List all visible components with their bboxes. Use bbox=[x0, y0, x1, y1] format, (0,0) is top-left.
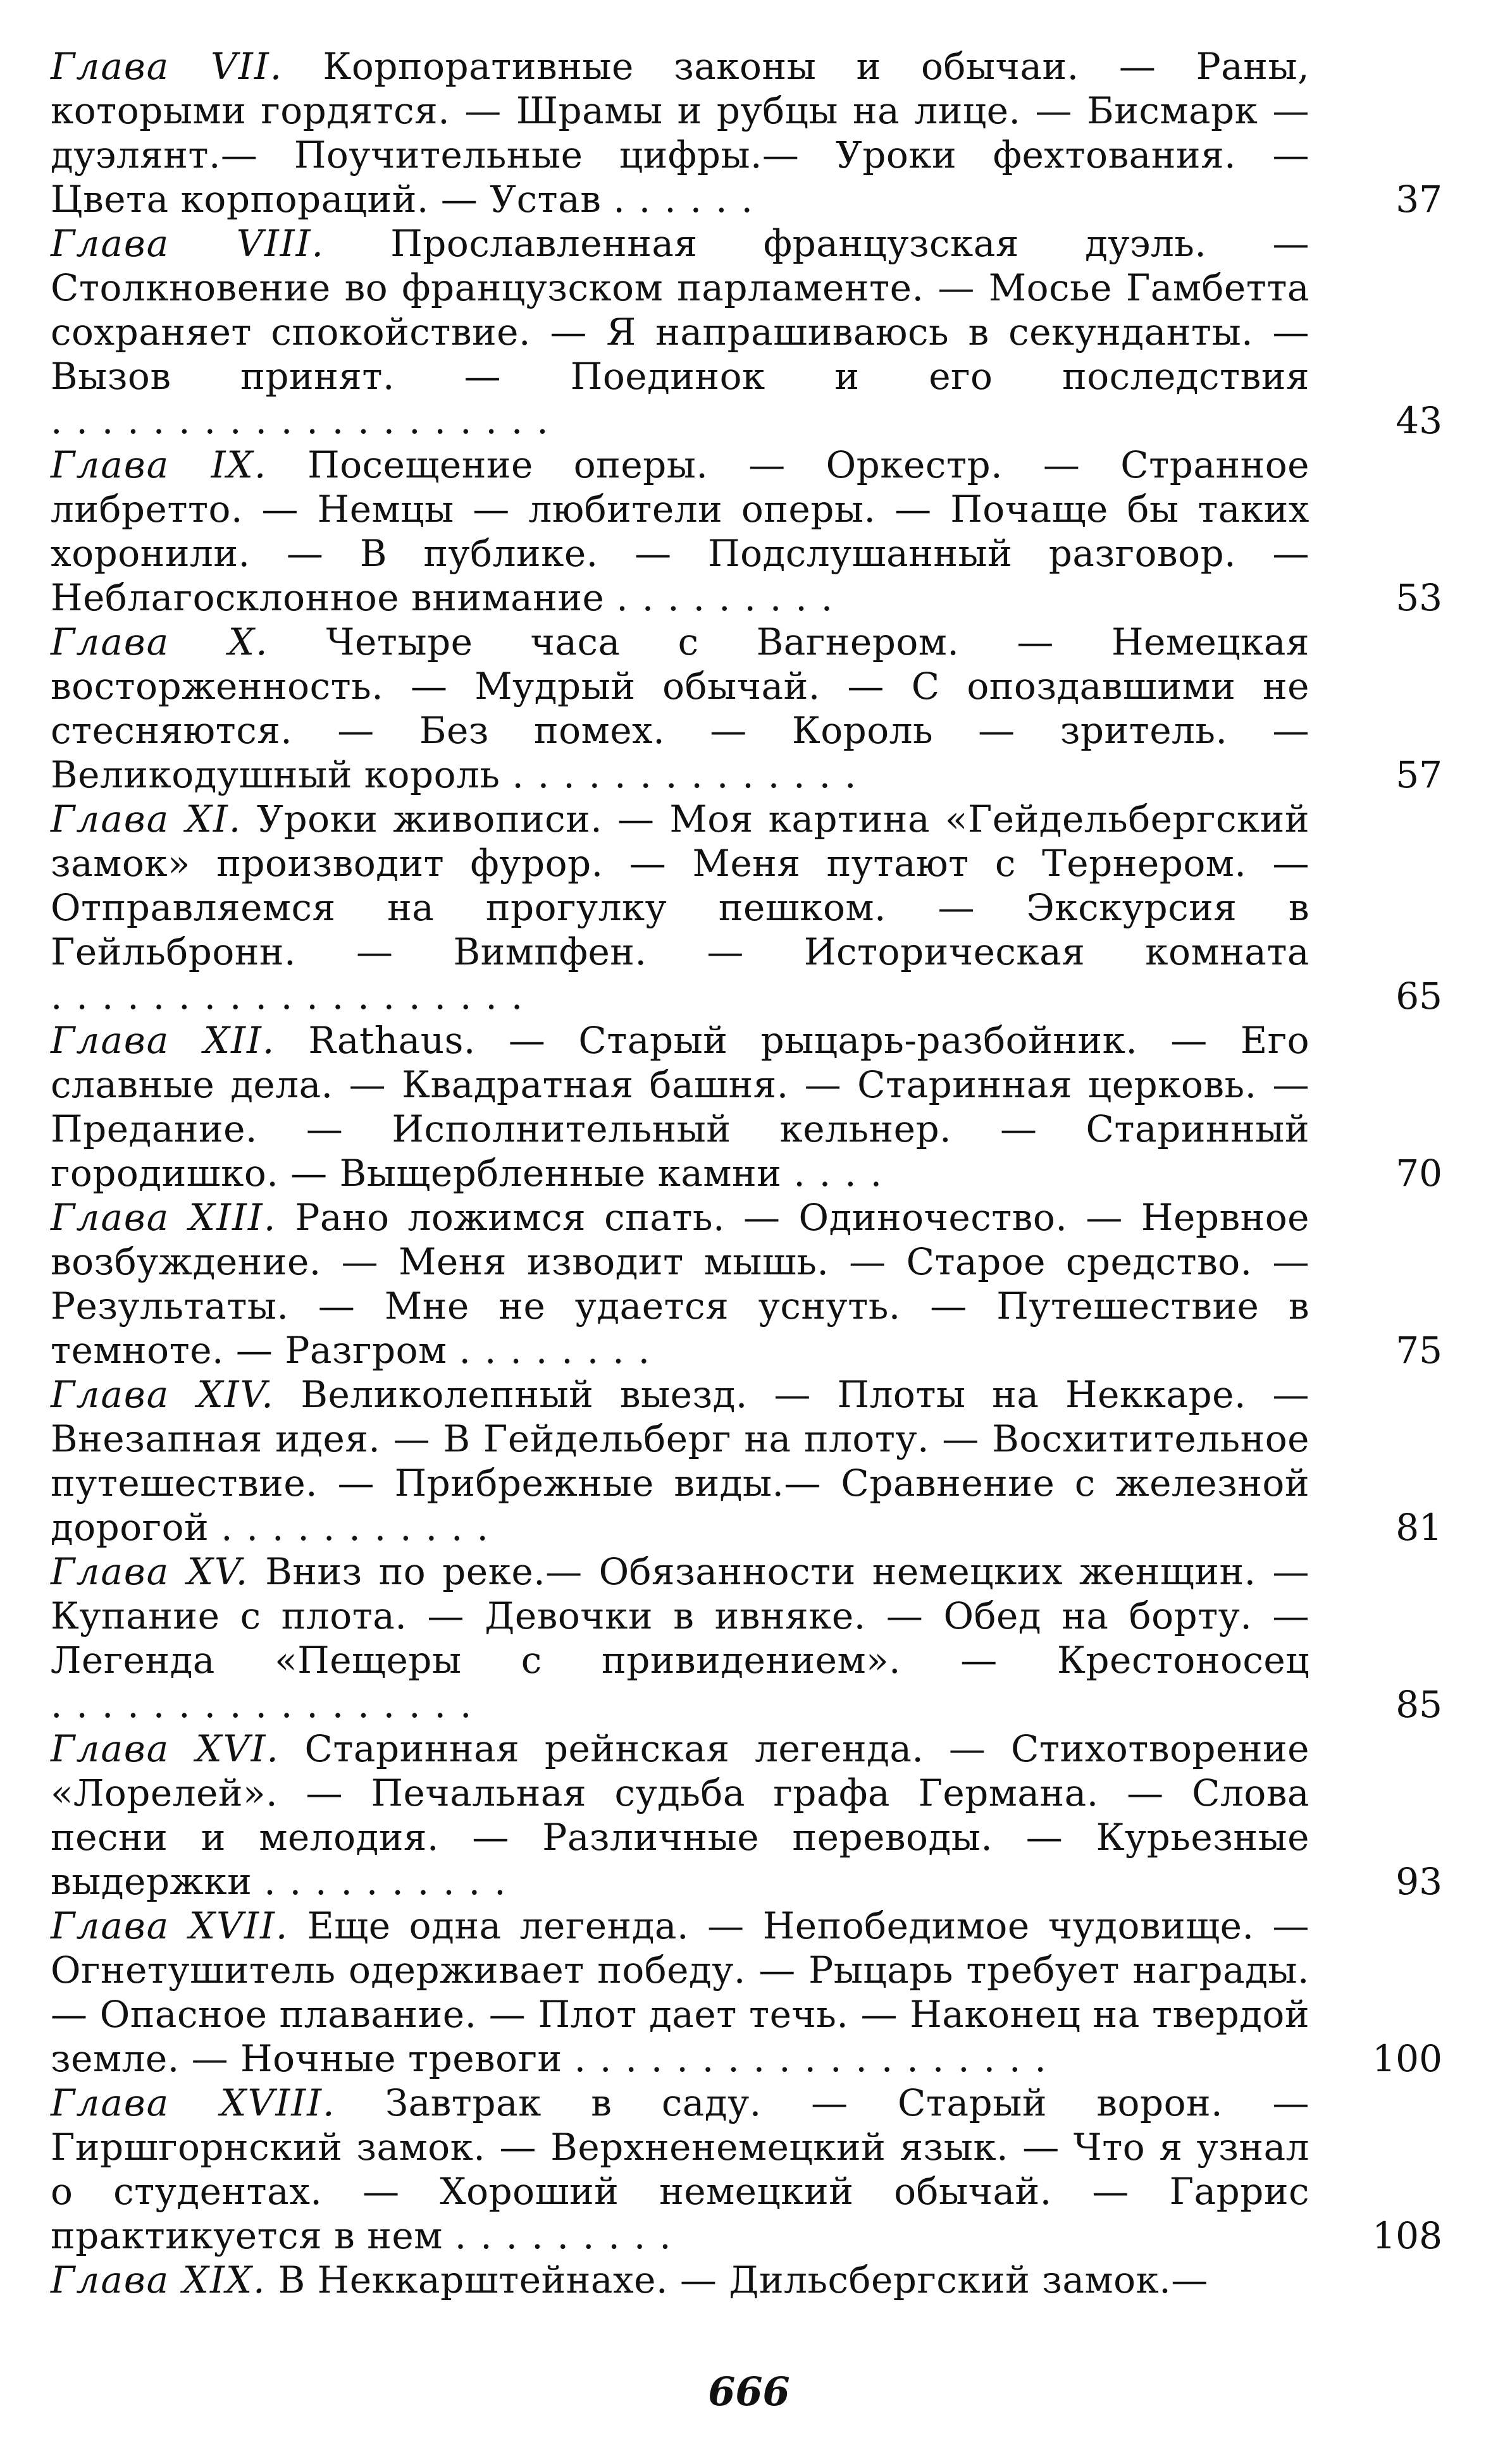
page-number: 43 bbox=[1396, 399, 1442, 442]
dot-leader: .... bbox=[793, 1152, 896, 1195]
page-number: 108 bbox=[1372, 2214, 1442, 2257]
chapter-summary: Прославленная французская дуэль. — Столкновение во французском парламенте. — Мосье Гамбетта сохраняет спокойствие. — Я напрашиваюсь в секунданты. — Вызов принят. — Поединок и его последствия bbox=[51, 222, 1309, 398]
toc-entry bbox=[51, 443, 1442, 620]
toc-entry bbox=[51, 620, 1442, 797]
chapter-label: Глава XIII. bbox=[51, 1196, 277, 1239]
toc-entry bbox=[51, 1195, 1442, 1372]
chapter-summary: Четыре часа с Вагнером. — Немецкая восторженность. — Мудрый обычай. — С опоздавшими не стесняются. — Без помех. — Король — зритель. — Великодушный король bbox=[51, 620, 1309, 796]
toc-entry bbox=[51, 1727, 1442, 1904]
chapter-summary: Посещение оперы. — Оркестр. — Странное либретто. — Немцы — любители оперы. — Почаще бы таких хоронили. — В публике. — Подслушанный разговор. — Неблагосклонное внимание bbox=[51, 443, 1310, 619]
chapter-label: Глава X. bbox=[51, 620, 269, 663]
chapter-summary: В Неккарштейнахе. — Дильсбергский замок.— bbox=[278, 2258, 1208, 2301]
dot-leader: ................... bbox=[574, 2037, 1060, 2080]
page-number: 75 bbox=[1396, 1329, 1442, 1372]
dot-leader: ................. bbox=[51, 1683, 486, 1726]
page-number: 37 bbox=[1396, 178, 1442, 221]
chapter-label: Глава XVI. bbox=[51, 1727, 280, 1770]
chapter-summary: Вниз по реке.— Обязанности немецких женщин. — Купание с плота. — Девочки в ивняке. — Обед на борту. — Легенда «Пещеры с привидением». — Крестоносец bbox=[51, 1550, 1309, 1682]
chapter-label: Глава XIV. bbox=[51, 1373, 275, 1416]
chapter-summary: Завтрак в саду. — Старый ворон. — Гиршгорнский замок. — Верхненемецкий язык. — Что я узнал о студентах. — Хороший немецкий обычай. — Гаррис практикуется в нем bbox=[51, 2081, 1310, 2257]
dot-leader: .......... bbox=[264, 1860, 520, 1903]
toc-entry bbox=[51, 1549, 1442, 1727]
chapter-label: Глава XVII. bbox=[51, 1904, 289, 1947]
toc-entry bbox=[51, 1904, 1442, 2081]
table-of-contents bbox=[51, 44, 1442, 2302]
dot-leader: .................... bbox=[51, 399, 562, 442]
chapter-label: Глава XVIII. bbox=[51, 2081, 336, 2124]
chapter-label: Глава VIII. bbox=[51, 222, 325, 265]
dot-leader: ...... bbox=[613, 178, 767, 221]
dot-leader: ......... bbox=[454, 2214, 685, 2257]
toc-entry bbox=[51, 1018, 1442, 1195]
page-number: 57 bbox=[1396, 753, 1442, 796]
dot-leader: .............. bbox=[512, 753, 870, 796]
chapter-label: Глава XIX. bbox=[51, 2258, 266, 2301]
chapter-label: Глава XII. bbox=[51, 1019, 276, 1062]
toc-entry bbox=[51, 221, 1442, 443]
toc-entry bbox=[51, 2258, 1442, 2302]
dot-leader: ......... bbox=[616, 576, 847, 619]
chapter-label: Глава IX. bbox=[51, 443, 268, 486]
dot-leader: ........... bbox=[221, 1506, 502, 1549]
chapter-label: Глава XV. bbox=[51, 1550, 249, 1593]
page-number: 100 bbox=[1372, 2037, 1442, 2080]
chapter-summary: Рано ложимся спать. — Одиночество. — Нервное возбуждение. — Меня изводит мышь. — Старое средство. — Результаты. — Мне не удается уснуть. — Путешествие в темноте. — Разгром bbox=[51, 1196, 1309, 1372]
page-number: 85 bbox=[1396, 1683, 1442, 1726]
page-number: 93 bbox=[1396, 1860, 1442, 1903]
page-number: 65 bbox=[1396, 975, 1442, 1018]
page-number: 81 bbox=[1396, 1506, 1442, 1549]
toc-entry bbox=[51, 44, 1442, 221]
toc-entry bbox=[51, 1372, 1442, 1549]
dot-leader: ................... bbox=[51, 975, 537, 1018]
chapter-summary: Уроки живописи. — Моя картина «Гейдельбергский замок» производит фурор. — Меня путают с Тернером. — Отправляемся на прогулку пешком. — Экскурсия в Гейльбронн. — Вимпфен. — Историческая комната bbox=[51, 798, 1309, 973]
chapter-label: Глава XI. bbox=[51, 798, 242, 841]
chapter-summary: Rathaus. — Старый рыцарь-разбойник. — Его славные дела. — Квадратная башня. — Старинная церковь. — Предание. — Исполнительный кельнер. — Старинный городишко. — Выщербленные камни bbox=[51, 1019, 1310, 1195]
chapter-summary: Корпоративные законы и обычаи. — Раны, которыми гордятся. — Шрамы и рубцы на лице. — Бисмарк — дуэлянт.— Поучительные цифры.— Уроки фехтования. — Цвета корпораций. — Устав bbox=[51, 45, 1310, 221]
chapter-summary: Старинная рейнская легенда. — Стихотворение «Лорелей». — Печальная судьба графа Германа. — Слова песни и мелодия. — Различные переводы. — Курьезные выдержки bbox=[51, 1727, 1309, 1903]
toc-entry bbox=[51, 797, 1442, 1018]
dot-leader: ........ bbox=[459, 1329, 664, 1372]
chapter-label: Глава VII. bbox=[51, 45, 283, 88]
chapter-summary: Великолепный выезд. — Плоты на Неккаре. — Внезапная идея. — В Гейдельберг на плоту. — Восхитительное путешествие. — Прибрежные виды.— Сравнение с железной дорогой bbox=[51, 1373, 1309, 1549]
page-number: 70 bbox=[1396, 1152, 1442, 1195]
toc-entry bbox=[51, 2081, 1442, 2258]
page-number: 53 bbox=[1396, 576, 1442, 619]
page-folio: 666 bbox=[708, 2369, 790, 2415]
chapter-summary: Еще одна легенда. — Непобедимое чудовище. — Огнетушитель одерживает победу. — Рыцарь требует награды. — Опасное плавание. — Плот дает течь. — Наконец на твердой земле. — Ночные тревоги bbox=[51, 1904, 1310, 2080]
